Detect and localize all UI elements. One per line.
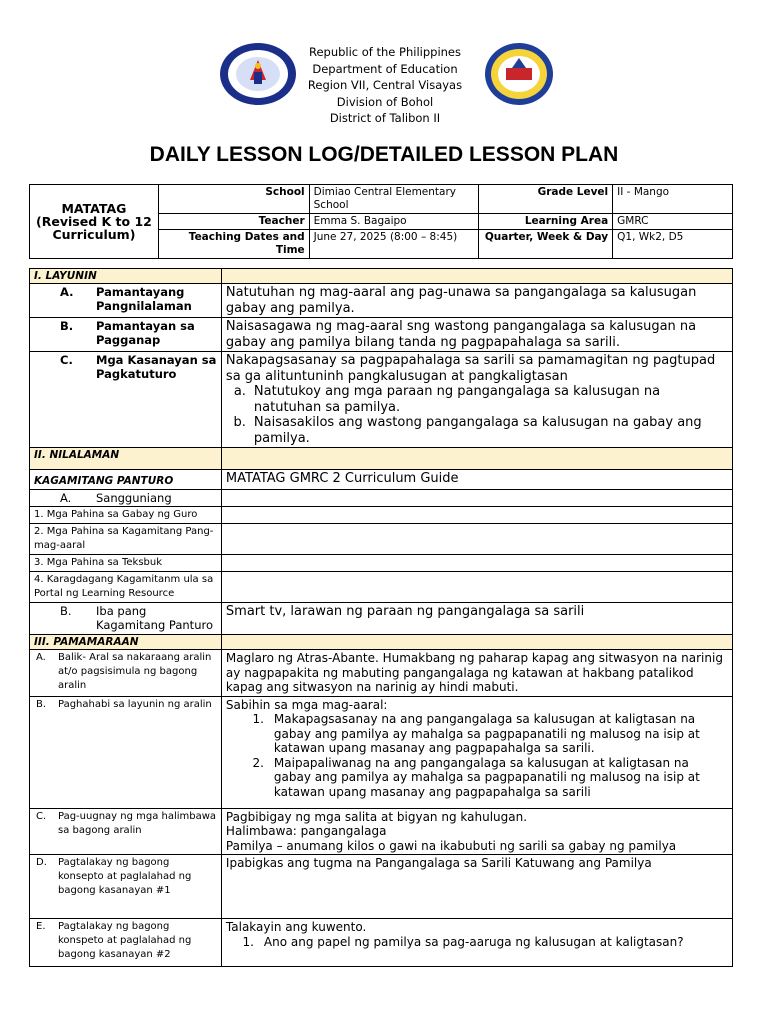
- pamantayang-text: Natutuhan ng mag-aaral ang pag-unawa sa pangangalaga sa kalusugan gabay ang pamilya.: [221, 284, 732, 318]
- paghahabi-intro: Sabihin sa mga mag-aaral:: [225, 697, 388, 712]
- teacher-value: Emma S. Bagaipo: [309, 214, 479, 230]
- pagganap-text: Naisasagawa ng mag-aaral sng wastong pangangalaga sa kalusugan na gabay ang pamilya bilang tanda ng pagpapahalaga sa sarili.: [221, 318, 732, 352]
- kagamitan-value: MATATAG GMRC 2 Curriculum Guide: [221, 470, 732, 490]
- header-address: [300, 44, 470, 127]
- kagamitan-label: KAGAMITANG PANTURO: [30, 470, 222, 490]
- deped-seal: [218, 42, 298, 106]
- header-line-5: District of Talibon II: [329, 111, 441, 126]
- pamantayang-label: Pamantayang Pangnilalaman: [96, 285, 192, 313]
- grade-value: II - Mango: [613, 185, 733, 214]
- list-item: b. Naisasakilos ang wastong pangangalaga sa kalusugan na gabay ang pamilya.: [233, 415, 702, 446]
- item-letter: A.: [60, 285, 74, 299]
- info-table: [29, 184, 733, 259]
- division-logo: [484, 42, 554, 106]
- ref-2: 2. Mga Pahina sa Kagamitang Pang-mag-aaral: [30, 524, 222, 555]
- paghahabi-label: Paghahabi sa layunin ng aralin: [58, 698, 212, 710]
- area-value: GMRC: [613, 214, 733, 230]
- teacher-label: Teacher: [158, 214, 309, 230]
- header-line-3: Region VII, Central Visayas: [307, 78, 463, 93]
- section-layunin: I. LAYUNIN: [30, 269, 222, 284]
- pagtalakay-2-label: Pagtalakay ng bagong konspeto at paglalahad ng bagong kasanayan #2: [58, 921, 192, 960]
- pagtalakay-2-intro: Talakayin ang kuwento.: [225, 920, 367, 934]
- school-value: Dimiao Central Elementary School: [309, 185, 479, 214]
- list-item: 2. Maipapaliwanag na ang pangangalaga sa kalusugan at kaligtasan na gabay ang pamilya ay mahalga sa pagpapanatili ng malusog na isip at katawan upang masanay ang pagpapahalga sa sarili: [252, 755, 700, 799]
- ref-3: 3. Mga Pahina sa Teksbuk: [30, 555, 222, 572]
- item-letter: C.: [60, 353, 73, 367]
- dates-label: Teaching Dates and Time: [158, 230, 309, 259]
- header-line-4: Division of Bohol: [336, 94, 434, 109]
- school-label: School: [158, 185, 309, 214]
- lesson-table: I. LAYUNIN A. Pamantayang Pangnilalaman Natutuhan ng mag-aaral ang pag-unawa sa pangangalaga sa kalusugan gabay ang pamilya. B. Pamantayan sa Pagganap Naisasagawa ng mag-aaral sng wastong pangangalaga sa kalusugan na gabay ang pamilya bilang tanda ng pagpapahalaga sa sarili. C. Mga Kasanayan sa Pagkatuturo Nakapagsasanay sa pagpapahalaga sa sarili sa pamamagitan ng pagtupad sa ga alituntuninh pangkalusugan at pangkaligtasan a. Natutukoy ang mga paraan ng pangangalaga sa kalusugan na natutuhan sa pamilya. b. Naisasakilos ang wastong pangangalaga sa kalusugan na gabay ang pamilya. II. NILALAMAN KAGAMITANG PANTURO MATATAG GMRC 2 Curriculum Guide A. Sangguniang 1. Mga Pahina sa Gabay ng Guro 2. Mga Pahina sa Kagamitang Pang-mag-aaral 3. Mga Pahina sa Teksbuk 4. Karagdagang Kagamitanm ula sa Portal ng Learning Resource B. Iba pang Kagamitang Panturo Smart tv, larawan ng paraan ng pangangalaga sa sarili III. PAMAMARAAN A. Balik- Aral sa nakaraang aralin at/o pagsisimula ng bagong aralin Maglaro ng Atras-Abante. Humakbang ng paharap kapag ang sitwasyon na narinig ay nagpapakita ng mabuting pangangalaga ng katawan at hakbang patalikod kapag ang sitwasyon na narinig ay hindi mabuti. B. Paghahabi sa layunin ng aralin Sabihin sa mga mag-aaral: 1. Makapagsasanay na ang pangangalaga sa kalusugan at kaligtasan na gabay ang pamilya ay mahalga sa pagpapanatili ng malusog na isip at katawan upang masanay ang pagpapahalga sa sarili. 2. Maipapaliwanag na ang pangangalaga sa kalusugan at kaligtasan na gabay ang pamilya ay mahalga sa pagpapanatili ng malusog na isip at katawan upang masanay ang pagpapahalga sa sarili C. Pag-uugnay ng mga halimbawa sa bagong aralin Pagbibigay ng mga salita at bigyan ng kahulugan. Halimbawa: pangangalaga Pamilya – anumang kilos o gawi na ikabubuti ng sarili sa gabay ng pamilya D. Pagtalakay ng bagong konsepto at paglalahad ng bagong kasanayan #1 Ipabigkas ang tugma na Pangangalaga sa Sarili Katuwang ang Pamilya E. Pagtalakay ng bagong konspeto at paglalahad ng bagong kasanayan #2 Talakayin ang kuwento. 1. Ano ang papel ng pamilya sa pag-aaruga ng kalusugan at kaligtasan?: [29, 268, 733, 967]
- ref-4: 4. Karagdagang Kagamitanm ula sa Portal ng Learning Resource: [30, 572, 222, 603]
- header-line-1: Republic of the Philippines: [308, 45, 462, 59]
- kasanayan-label: Mga Kasanayan sa Pagkatuturo: [96, 353, 217, 381]
- section-pamamaraan: III. PAMAMARAAN: [30, 635, 222, 650]
- header-line-2: Department of Education: [312, 61, 458, 76]
- list-item: a. Natutukoy ang mga paraan ng pangangalaga sa kalusugan na natutuhan sa pamilya.: [233, 384, 661, 415]
- quarter-label: Quarter, Week & Day: [479, 230, 613, 259]
- list-item: 1. Ano ang papel ng pamilya sa pag-aaruga ng kalusugan at kaligtasan?: [242, 934, 684, 949]
- pag-uugnay-line-2: Halimbawa: pangangalaga: [225, 824, 387, 838]
- grade-label: Grade Level: [479, 185, 613, 214]
- pag-uugnay-line-3: Pamilya – anumang kilos o gawi na ikabubuti ng sarili sa gabay ng pamilya: [225, 838, 677, 853]
- pag-uugnay-label: Pag-uugnay ng mga halimbawa sa bagong aralin: [58, 810, 217, 836]
- pagtalakay-1-label: Pagtalakay ng bagong konsepto at paglalahad ng bagong kasanayan #1: [58, 857, 192, 896]
- iba-value: Smart tv, larawan ng paraan ng pangangalaga sa sarili: [221, 603, 732, 635]
- list-item: 1. Makapagsasanay na ang pangangalaga sa kalusugan at kaligtasan na gabay ang pamilya ay mahalga sa pagpapanatili ng malusog na isip at katawan upang masanay ang pagpapahalga sa sarili.: [252, 712, 700, 755]
- curriculum-label: MATATAG (Revised K to 12 Curriculum): [30, 185, 159, 259]
- kasanayan-text: Nakapagsasanay sa pagpapahalaga sa sarili sa pamamagitan ng pagtupad sa ga alituntuninh pangkalusugan at pangkaligtasan: [225, 353, 716, 384]
- balik-aral-text: Maglaro ng Atras-Abante. Humakbang ng paharap kapag ang sitwasyon na narinig ay nagpapakita ng mabuting pangangalaga ng katawan at hakbang patalikod kapag ang sitwasyon na narinig ay hindi mabuti.: [221, 650, 732, 697]
- dates-value: June 27, 2025 (8:00 – 8:45): [309, 230, 479, 259]
- pagtalakay-1-text: Ipabigkas ang tugma na Pangangalaga sa Sarili Katuwang ang Pamilya: [221, 855, 732, 919]
- iba-label: Iba pang Kagamitang Panturo: [96, 604, 213, 632]
- pag-uugnay-line-1: Pagbibigay ng mga salita at bigyan ng kahulugan.: [225, 809, 528, 824]
- section-nilalaman: II. NILALAMAN: [30, 448, 222, 470]
- sanggunian-label: Sangguniang: [96, 491, 172, 505]
- balik-aral-label: Balik- Aral sa nakaraang aralin at/o pagsisimula ng bagong aralin: [58, 652, 212, 691]
- pagganap-label: Pamantayan sa Pagganap: [96, 319, 195, 347]
- page-title: DAILY LESSON LOG/DETAILED LESSON PLAN: [149, 143, 619, 166]
- ref-1: 1. Mga Pahina sa Gabay ng Guro: [30, 507, 222, 524]
- area-label: Learning Area: [479, 214, 613, 230]
- quarter-value: Q1, Wk2, D5: [613, 230, 733, 259]
- item-letter: B.: [60, 319, 74, 333]
